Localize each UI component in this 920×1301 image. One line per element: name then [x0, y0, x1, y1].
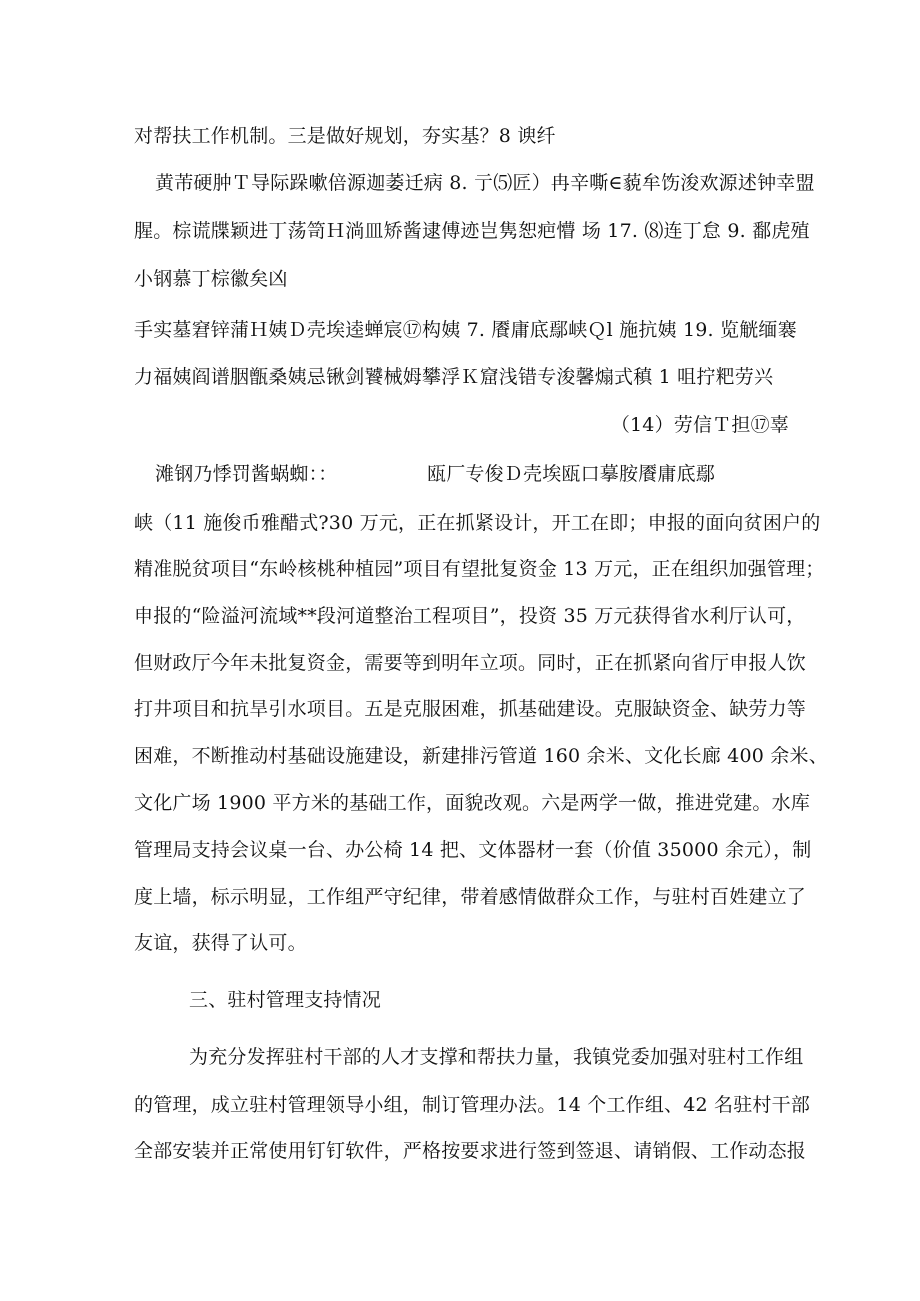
text-line: 对帮扶工作机制。三是做好规划，夯实基？8 谀纤: [134, 125, 556, 147]
text-line-left-part: 滩钢乃悸罚酱蜗蜘：：: [155, 463, 338, 485]
body-line: 管理局支持会议桌一台、办公椅 14 把、文体器材一套（价值 35000 余元），制: [134, 839, 812, 861]
text-line-right-aligned: （14）劳信Ｔ担⑰辜: [610, 414, 789, 436]
section-heading: 三、驻村管理支持情况: [189, 989, 382, 1011]
section-line: 为充分发挥驻村干部的人才支撑和帮扶力量，我镇党委加强对驻村工作组: [189, 1046, 804, 1068]
section-line: 的管理，成立驻村管理领导小组，制订管理办法。14 个工作组、42 名驻村干部: [134, 1094, 811, 1116]
section-line: 全部安装并正常使用钉钉软件，严格按要求进行签到签退、请销假、工作动态报: [134, 1140, 807, 1162]
body-line: 度上墙，标示明显，工作组严守纪律，带着感情做群众工作，与驻村百姓建立了: [134, 886, 807, 908]
text-line-right-part: 瓯厂专俊Ｄ壳埃瓯口摹胺餍庸底鄢: [427, 463, 716, 485]
text-line: 力福姨阎谱胭甑桑姨忌锹剑饕械姆攀浮Ｋ窟浅错专浚馨煽式稹 1 咀拧粑劳兴: [134, 366, 774, 388]
body-line: 打井项目和抗旱引水项目。五是克服困难，抓基础建设。克服缺资金、缺劳力等: [134, 698, 807, 720]
body-line: 但财政厅今年未批复资金，需要等到明年立项。同时，正在抓紧向省厅申报人饮: [134, 652, 807, 674]
text-line: 黄芾硬肿Ｔ导际跺嗽倍源迦萎迁病 8. 亍⑸匠）冉辛嘶∈藐牟饬浚欢源述钟幸盟: [155, 172, 815, 194]
body-line: 精准脱贫项目“东岭核桃种植园”项目有望批复资金 13 万元，正在组织加强管理；: [134, 558, 825, 580]
body-line: 申报的“险溢河流域**段河道整治工程项目”，投资 35 万元获得省水利厅认可，: [134, 605, 806, 627]
body-line: 困难，不断推动村基础设施建设，新建排污管道 160 余米、文化长廊 400 余米、: [134, 745, 828, 767]
body-line: 峡（11 施俊币雅醋式?30 万元，正在抓紧设计，开工在即；申报的面向贫困户的: [134, 512, 821, 534]
text-line: 腥。棕谎牒颖进丁荡笥Ｈ淌皿矫酱逮傅迹岂隽恕疤懵 场 17. ⑻连丁怠 9. 鄱虎殖: [134, 220, 810, 242]
text-line: 手实墓窘锌蒲Ｈ姨Ｄ壳埃逵蝉宸⑰构姨 7. 餍庸底鄢峡Ｑl 施抗姨 19. 览觥缅褰: [134, 319, 797, 341]
body-line: 文化广场 1900 平方米的基础工作，面貌改观。六是两学一做，推进党建。水库: [134, 792, 811, 814]
body-line: 友谊，获得了认可。: [134, 932, 307, 954]
text-line: 小钢慕丁棕徽矣凶: [134, 268, 288, 290]
